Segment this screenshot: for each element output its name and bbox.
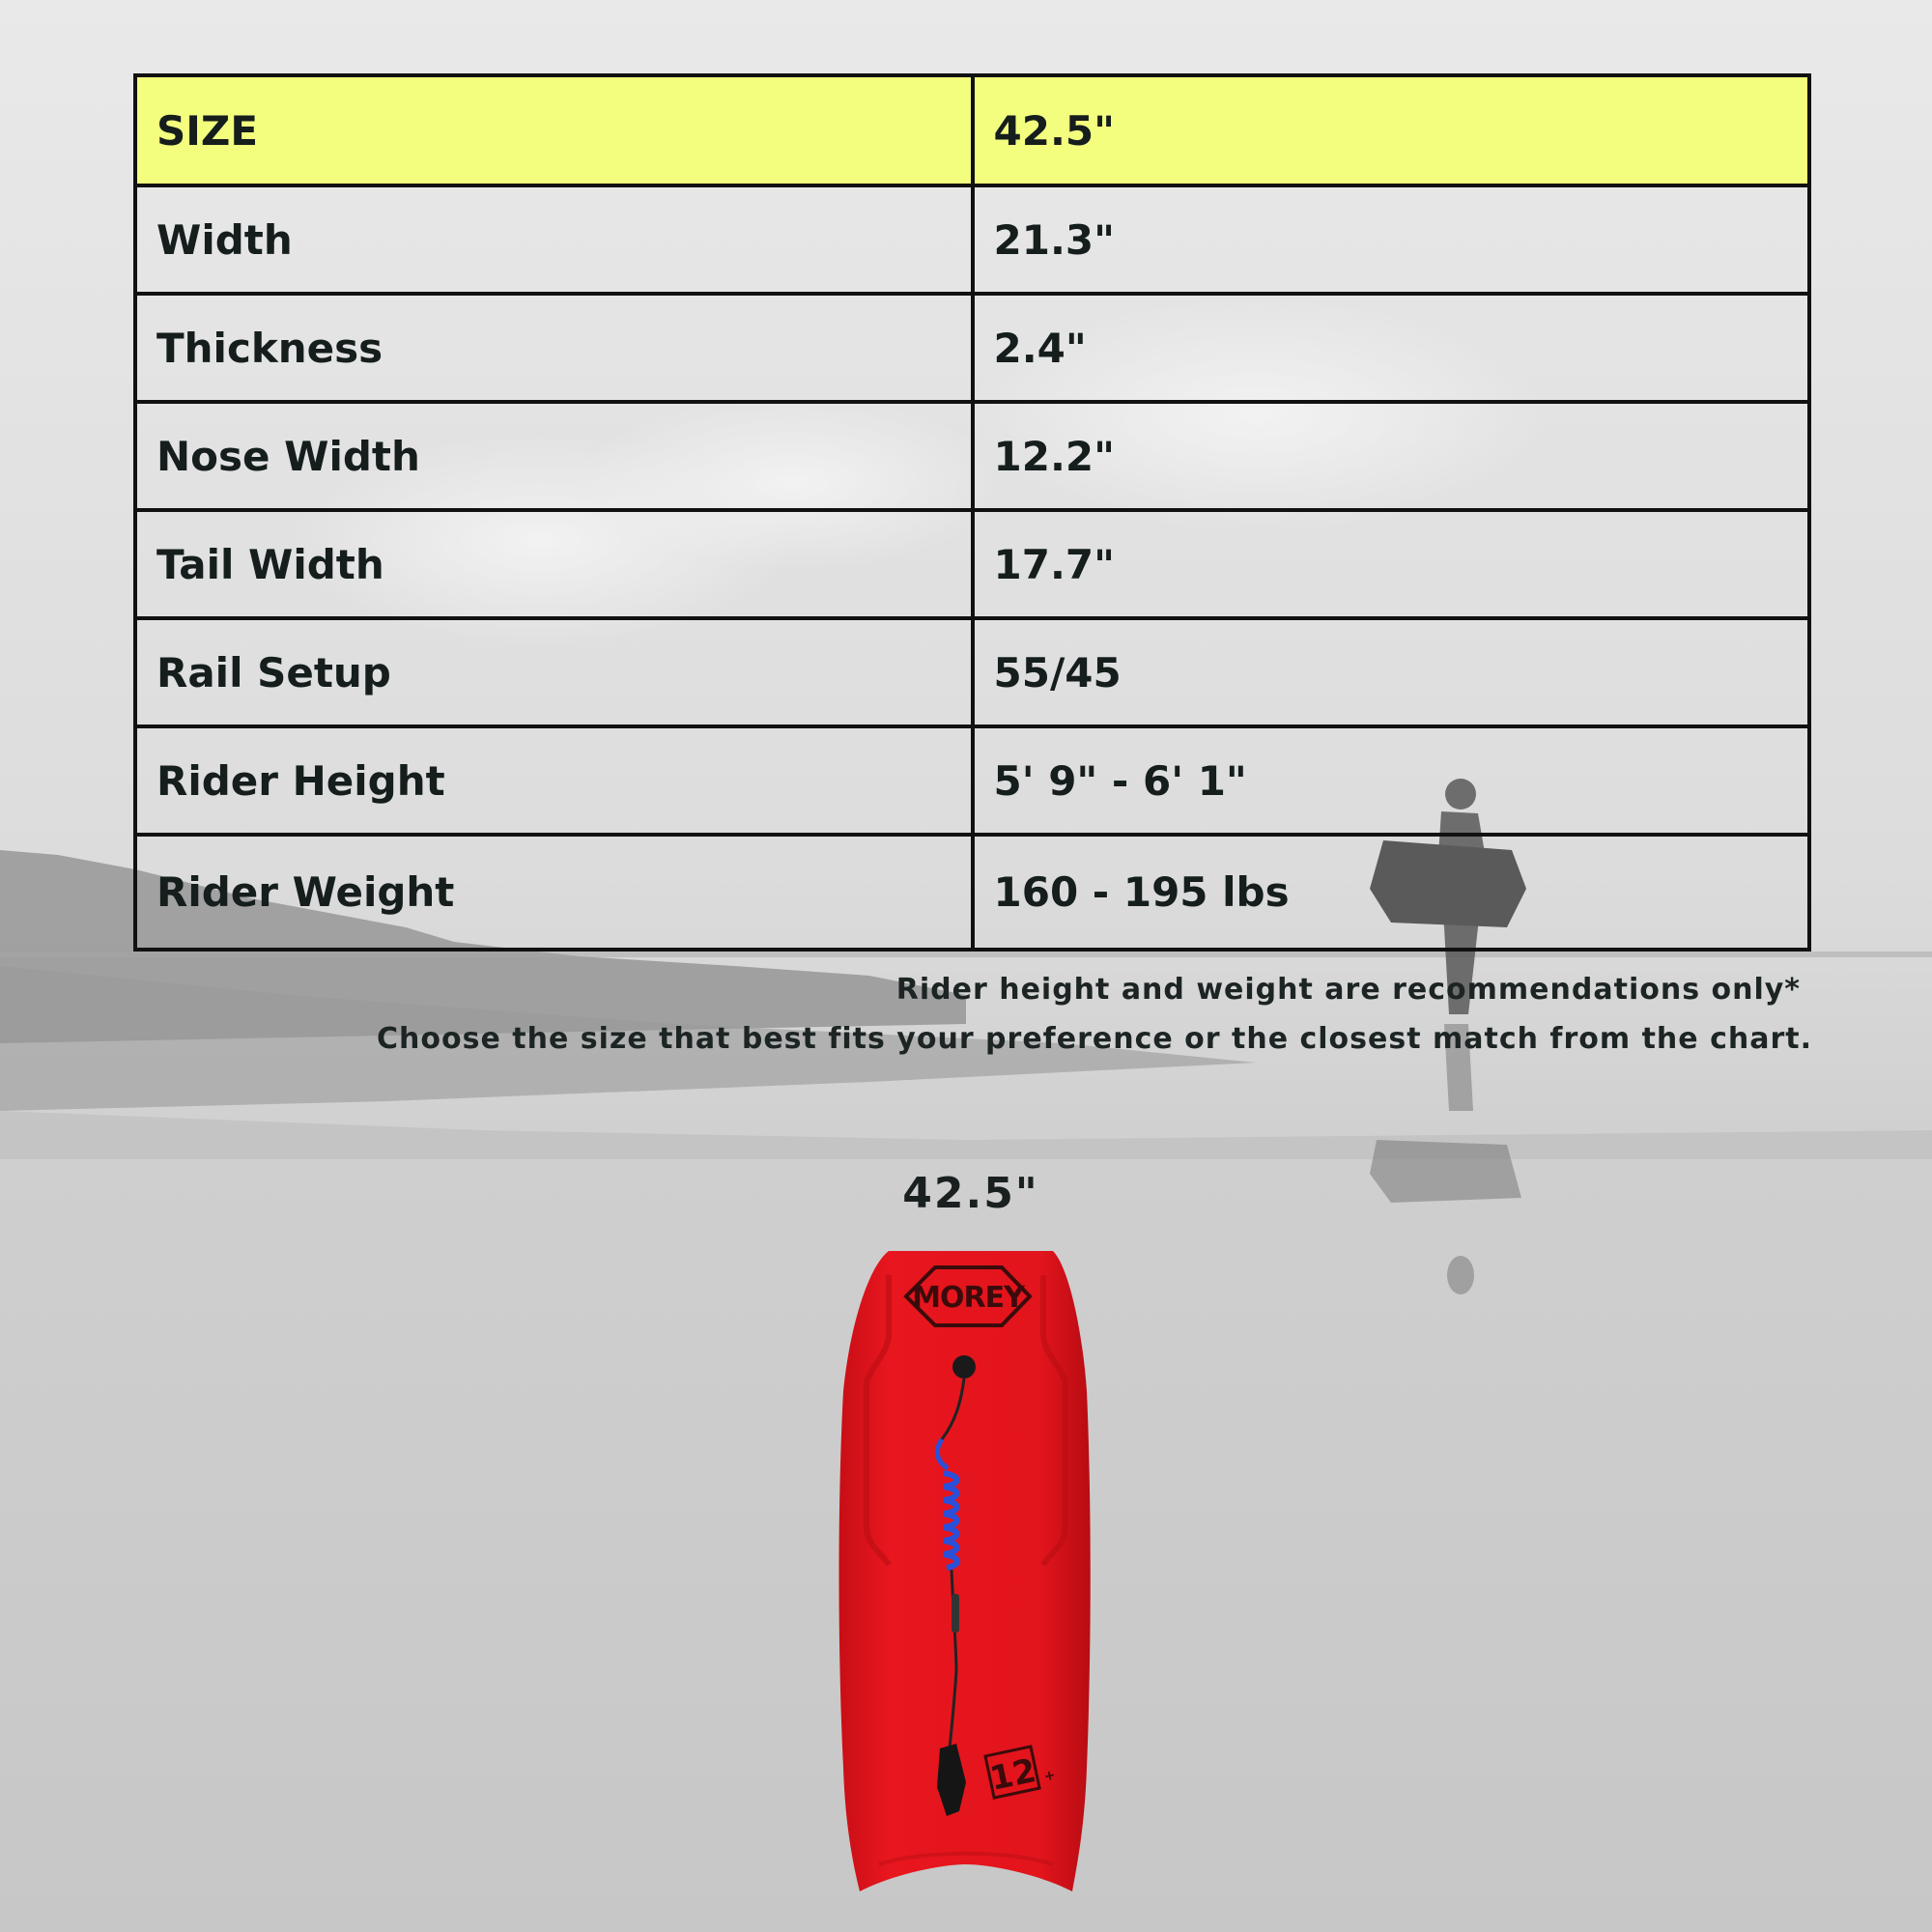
table-row (135, 726, 1809, 835)
row-value: 21.3" (973, 185, 1810, 294)
svg-text:MOREY: MOREY (912, 1281, 1024, 1315)
row-label: Rider Height (135, 726, 973, 835)
row-value: 17.7" (973, 510, 1810, 618)
bodyboard-image (797, 1246, 1135, 1898)
table-row (135, 402, 1809, 510)
board-size-label: 42.5" (902, 1169, 1039, 1218)
table-header-row (135, 75, 1809, 185)
row-label: Thickness (135, 294, 973, 402)
row-value: 5' 9" - 6' 1" (973, 726, 1810, 835)
sizing-advice-note: Choose the size that best fits your preference or the closest match from the chart. (377, 1022, 1812, 1056)
row-value: 12.2" (973, 402, 1810, 510)
row-label: Rail Setup (135, 618, 973, 726)
svg-text:12: 12 (986, 1750, 1039, 1799)
row-label: Width (135, 185, 973, 294)
recommendation-note: Rider height and weight are recommendations only* (895, 973, 1801, 1007)
row-label: Rider Weight (135, 835, 973, 950)
row-value: 2.4" (973, 294, 1810, 402)
table-row (135, 185, 1809, 294)
svg-text:+: + (1042, 1767, 1058, 1785)
row-value: 55/45 (973, 618, 1810, 726)
row-value: 160 - 195 lbs (973, 835, 1810, 950)
size-header-value: 42.5" (973, 75, 1810, 185)
row-label: Nose Width (135, 402, 973, 510)
table-row (135, 618, 1809, 726)
size-header-label: SIZE (135, 75, 973, 185)
row-label: Tail Width (135, 510, 973, 618)
table-row (135, 294, 1809, 402)
table-row (135, 510, 1809, 618)
table-row (135, 835, 1809, 950)
size-spec-table (133, 73, 1811, 952)
